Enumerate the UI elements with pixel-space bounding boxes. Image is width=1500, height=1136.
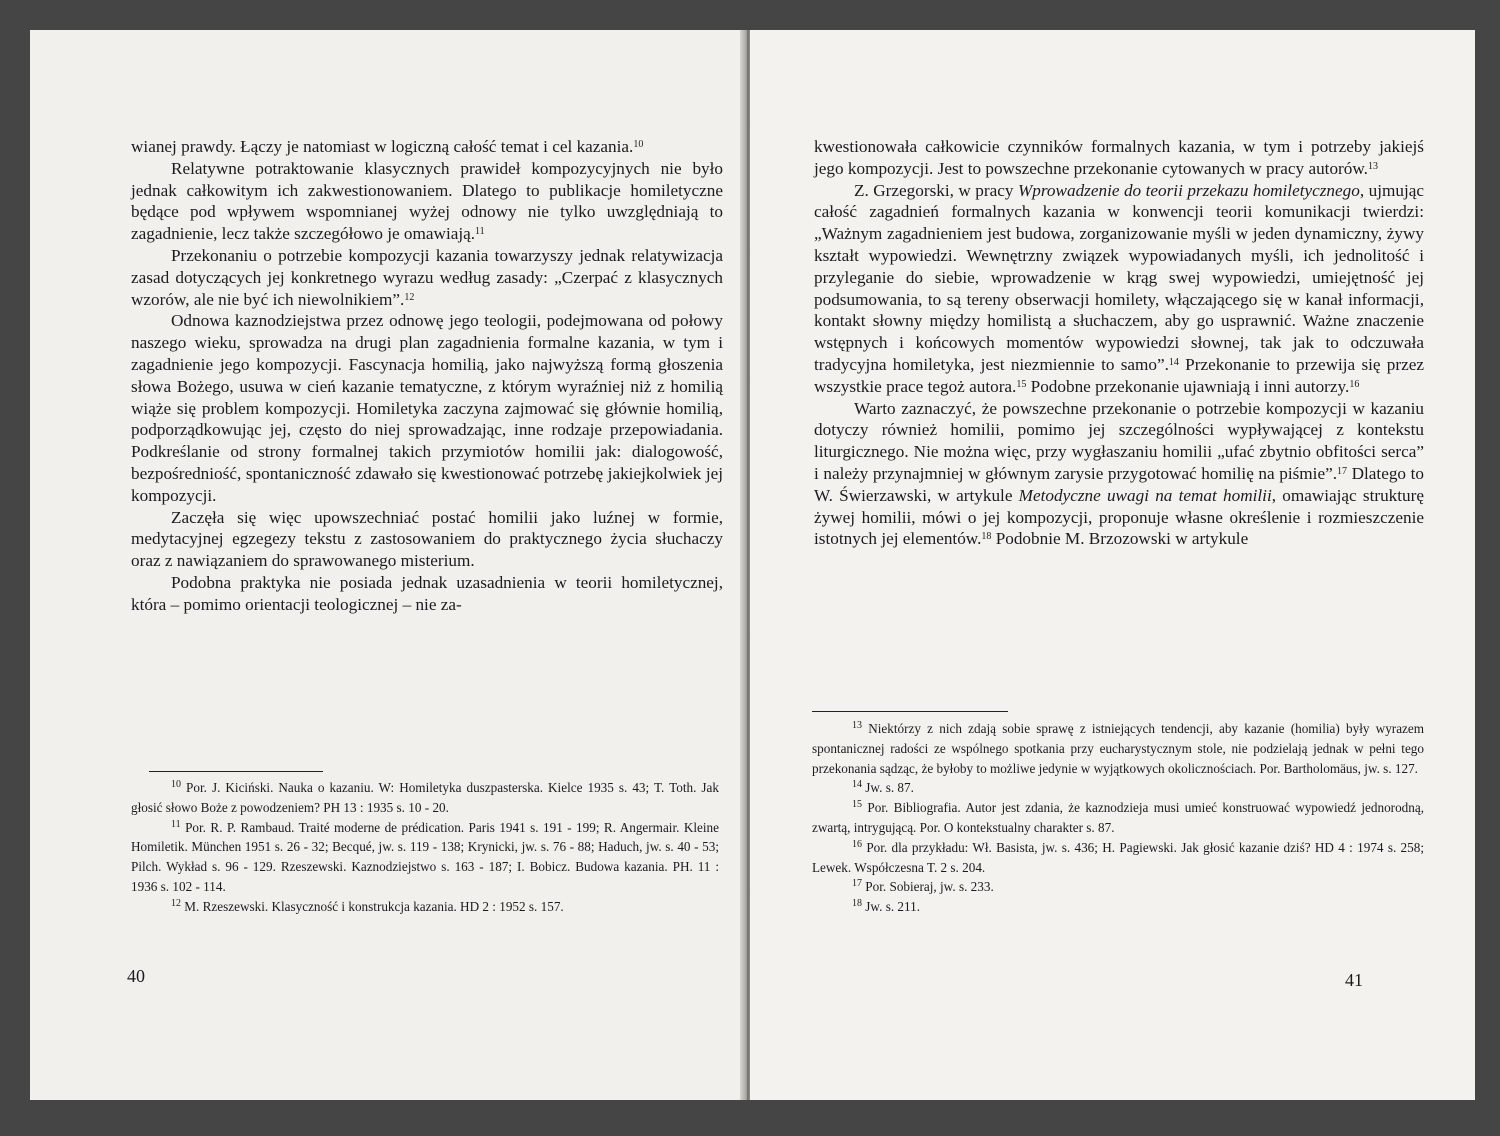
left-paragraph: Relatywne potraktowanie klasycznych prawideł kompozycyjnych nie było jednak całkowitym ich zakwestionowaniem. Dlatego to publikacje homiletyczne będące pod wpływem wspomnianej wyżej odnowy nie tylko uwzględniają to zagadnienie, lecz także szczegółowo je omawiają.$^{11}$ xyxy=(131,158,723,244)
footnote: $^{12}$ M. Rzeszewski. Klasyczność i konstrukcja kazania. HD 2 : 1952 s. 157. xyxy=(171,897,564,914)
italic-title: Wprowadzenie do teorii przekazu homiletycznego xyxy=(1017,180,1360,200)
footnote-ref: 18 xyxy=(981,531,992,543)
footnote: $^{13}$ Niektórzy z nich zdają sobie sprawę z istniejących tendencji, aby kazanie (homilia) były wyrazem spontanicznej radości ze wspólnego spotkania przy eucharystycznym stole, nie podzielają jednak w pełni tego przekonania sądząc, że byłoby to możliwe jedynie w wyjątkowych okolicznościach. Por. Bartholomäus, jw. s. 127. xyxy=(812,720,1425,776)
footnote: $^{16}$ Por. dla przykładu: Wł. Basista, jw. s. 436; H. Pagiewski. Jak głosić kazanie dziś? HD 4 : 1974 s. 258; Lewek. Współczesna T. 2 s. 204. xyxy=(812,838,1424,875)
footnote-separator xyxy=(812,711,1008,712)
footnote-ref: 17 xyxy=(1337,465,1348,477)
left-body-text xyxy=(131,136,723,616)
left-page xyxy=(30,30,745,1100)
footnote-separator xyxy=(149,771,323,772)
left-paragraph: Przekonaniu o potrzebie kompozycji kazania towarzyszy jednak relatywizacja zasad dotyczących jej konkretnego wyrazu według zasady: „Czerpać z klasycznych wzorów, ale nie być ich niewolnikiem”.$^{12}$ xyxy=(131,245,723,309)
right-body-text xyxy=(814,136,1424,550)
right-paragraph: kwestionowała całkowicie czynników formalnych kazania, w tym i potrzeby jakiejś jego kompozycji. Jest to powszechne przekonanie cytowanych w pracy autorów.$^{13}$ xyxy=(814,137,1424,178)
right-footnotes xyxy=(812,719,1424,917)
footnote: $^{10}$ Por. J. Kiciński. Nauka o kazaniu. W: Homiletyka duszpasterska. Kielce 1935 s. 43; T. Toth. Jak głosić słowo Boże z powodzeniem? PH 13 : 1935 s. 10 - 20. xyxy=(131,779,720,815)
page-number: 40 xyxy=(127,966,145,986)
left-paragraph: wianej prawdy. Łączy je natomiast w logiczną całość temat i cel kazania.$^{10}$ xyxy=(131,137,644,156)
left-footnotes xyxy=(131,778,719,917)
right-paragraph: Z. Grzegorski, w pracy Wprowadzenie do teorii przekazu homiletycznego, ujmując całość zagadnień formalnych kazania w konwencji teorii komunikacji twierdzi: „Ważnym zagadnieniem jest budowa, zorganizowanie myśli w jeden dynamiczny, żywy kształt wypowiedzi. Wewnętrzny związek wypowiadanych myśli, ich jednolitość i przyleganie do siebie, wprowadzenie w krąg swej wypowiedzi, umiejętność jej podsumowania, to są tereny obserwacji homilety, włączającego się w kanał informacji, kontakt słowny między homilistą a słuchaczem, aby go usprawnić. Ważne znaczenie wstępnych i końcowych momentów wypowiedzi słownej, tak jak to odczuwała tradycyjna homiletyka, jest niezmiennie to samo”.$^{14}$ Przekonanie to przewija się przez wszystkie prace tegoż autora.$^{15}$ Podobne przekonanie ujawniają i inni autorzy.$^{16}$ xyxy=(814,180,1424,396)
left-paragraph: Podobna praktyka nie posiada jednak uzasadnienia w teorii homiletycznej, która – pomimo orientacji teologicznej – nie za- xyxy=(131,572,723,614)
page-number: 41 xyxy=(1345,970,1363,990)
footnote-ref: 16 xyxy=(1349,378,1360,390)
right-paragraph: Warto zaznaczyć, że powszechne przekonanie o potrzebie kompozycji w kazaniu dotyczy również homilii, pomimo jej szczególności wypływającej z kontekstu liturgicznego. Nie można więc, przy wygłaszaniu homilii „ufać zbytnio obfitości serca” i należy przynajmniej w głównym zarysie przygotować homilię na piśmie”.$^{17}$ Dlatego to W. Świerzawski, w artykule Metodyczne uwagi na temat homilii, omawiając strukturę żywej homilii, mówi o jej kompozycji, proponuje własne określenie i rozmieszczenie istotnych jej elementów.$^{18}$ Podobnie M. Brzozowski w artykule xyxy=(814,398,1424,549)
left-paragraph: Zaczęła się więc upowszechniać postać homilii jako luźnej w formie, medytacyjnej egzegezy tekstu z zastosowaniem do praktycznego życia słuchaczy oraz z nawiązaniem do sprawowanego misterium. xyxy=(131,507,723,571)
footnote: $^{15}$ Por. Bibliografia. Autor jest zdania, że kaznodzieja musi umieć konstruować wypowiedź jednorodną, zwartą, intrygującą. Por. O kontekstualny charakter s. 87. xyxy=(812,799,1424,835)
footnote: $^{17}$ Por. Sobieraj, jw. s. 233. xyxy=(852,878,994,895)
right-page xyxy=(750,30,1475,1100)
footnote: $^{11}$ Por. R. P. Rambaud. Traité moderne de prédication. Paris 1941 s. 191 - 199; R. Angermair. Kleine Homiletik. München 1951 s. 26 - 32; Becqué, jw. s. 119 - 138; Krynicki, jw. s. 76 - 88; Haduch, jw. s. 40 - 53; Pilch. Wykład s. 96 - 129. Rzeszewski. Kaznodziejstwo s. 163 - 187; I. Bobicz. Budowa kazania. PH. 11 : 1936 s. 102 - 114. xyxy=(131,818,720,894)
footnote-ref: 13 xyxy=(1367,160,1378,172)
left-paragraph: Odnowa kaznodziejstwa przez odnowę jego teologii, podejmowana od połowy naszego wieku, sprowadza na drugi plan zagadnienia formalne kazania, w tym i zagadnienie jego kompozycji. Fascynacja homilią, jako najwyższą formą głoszenia słowa Bożego, usuwa w cień kazanie tematyczne, z którym wyraźniej niż z homilią wiąże się problem kompozycji. Homiletyka zaczyna zajmować się głównie homilią, podporządkowując jej, często do niej sprowadzając, inne rodzaje przepowiadania. Podkreślanie od strony formalnej takich przymiotów homilii jak: dialogowość, bezpośredniość, spontaniczność zdawało się kwestionować potrzebę jakiejkolwiek jej kompozycji. xyxy=(131,311,723,505)
footnote: $^{14}$ Jw. s. 87. xyxy=(852,779,914,796)
footnote-ref: 15 xyxy=(1016,378,1027,390)
footnote: $^{18}$ Jw. s. 211. xyxy=(852,898,921,915)
italic-title: Metodyczne uwagi na temat homilii xyxy=(1018,485,1272,505)
footnote-ref: 14 xyxy=(1168,356,1179,368)
